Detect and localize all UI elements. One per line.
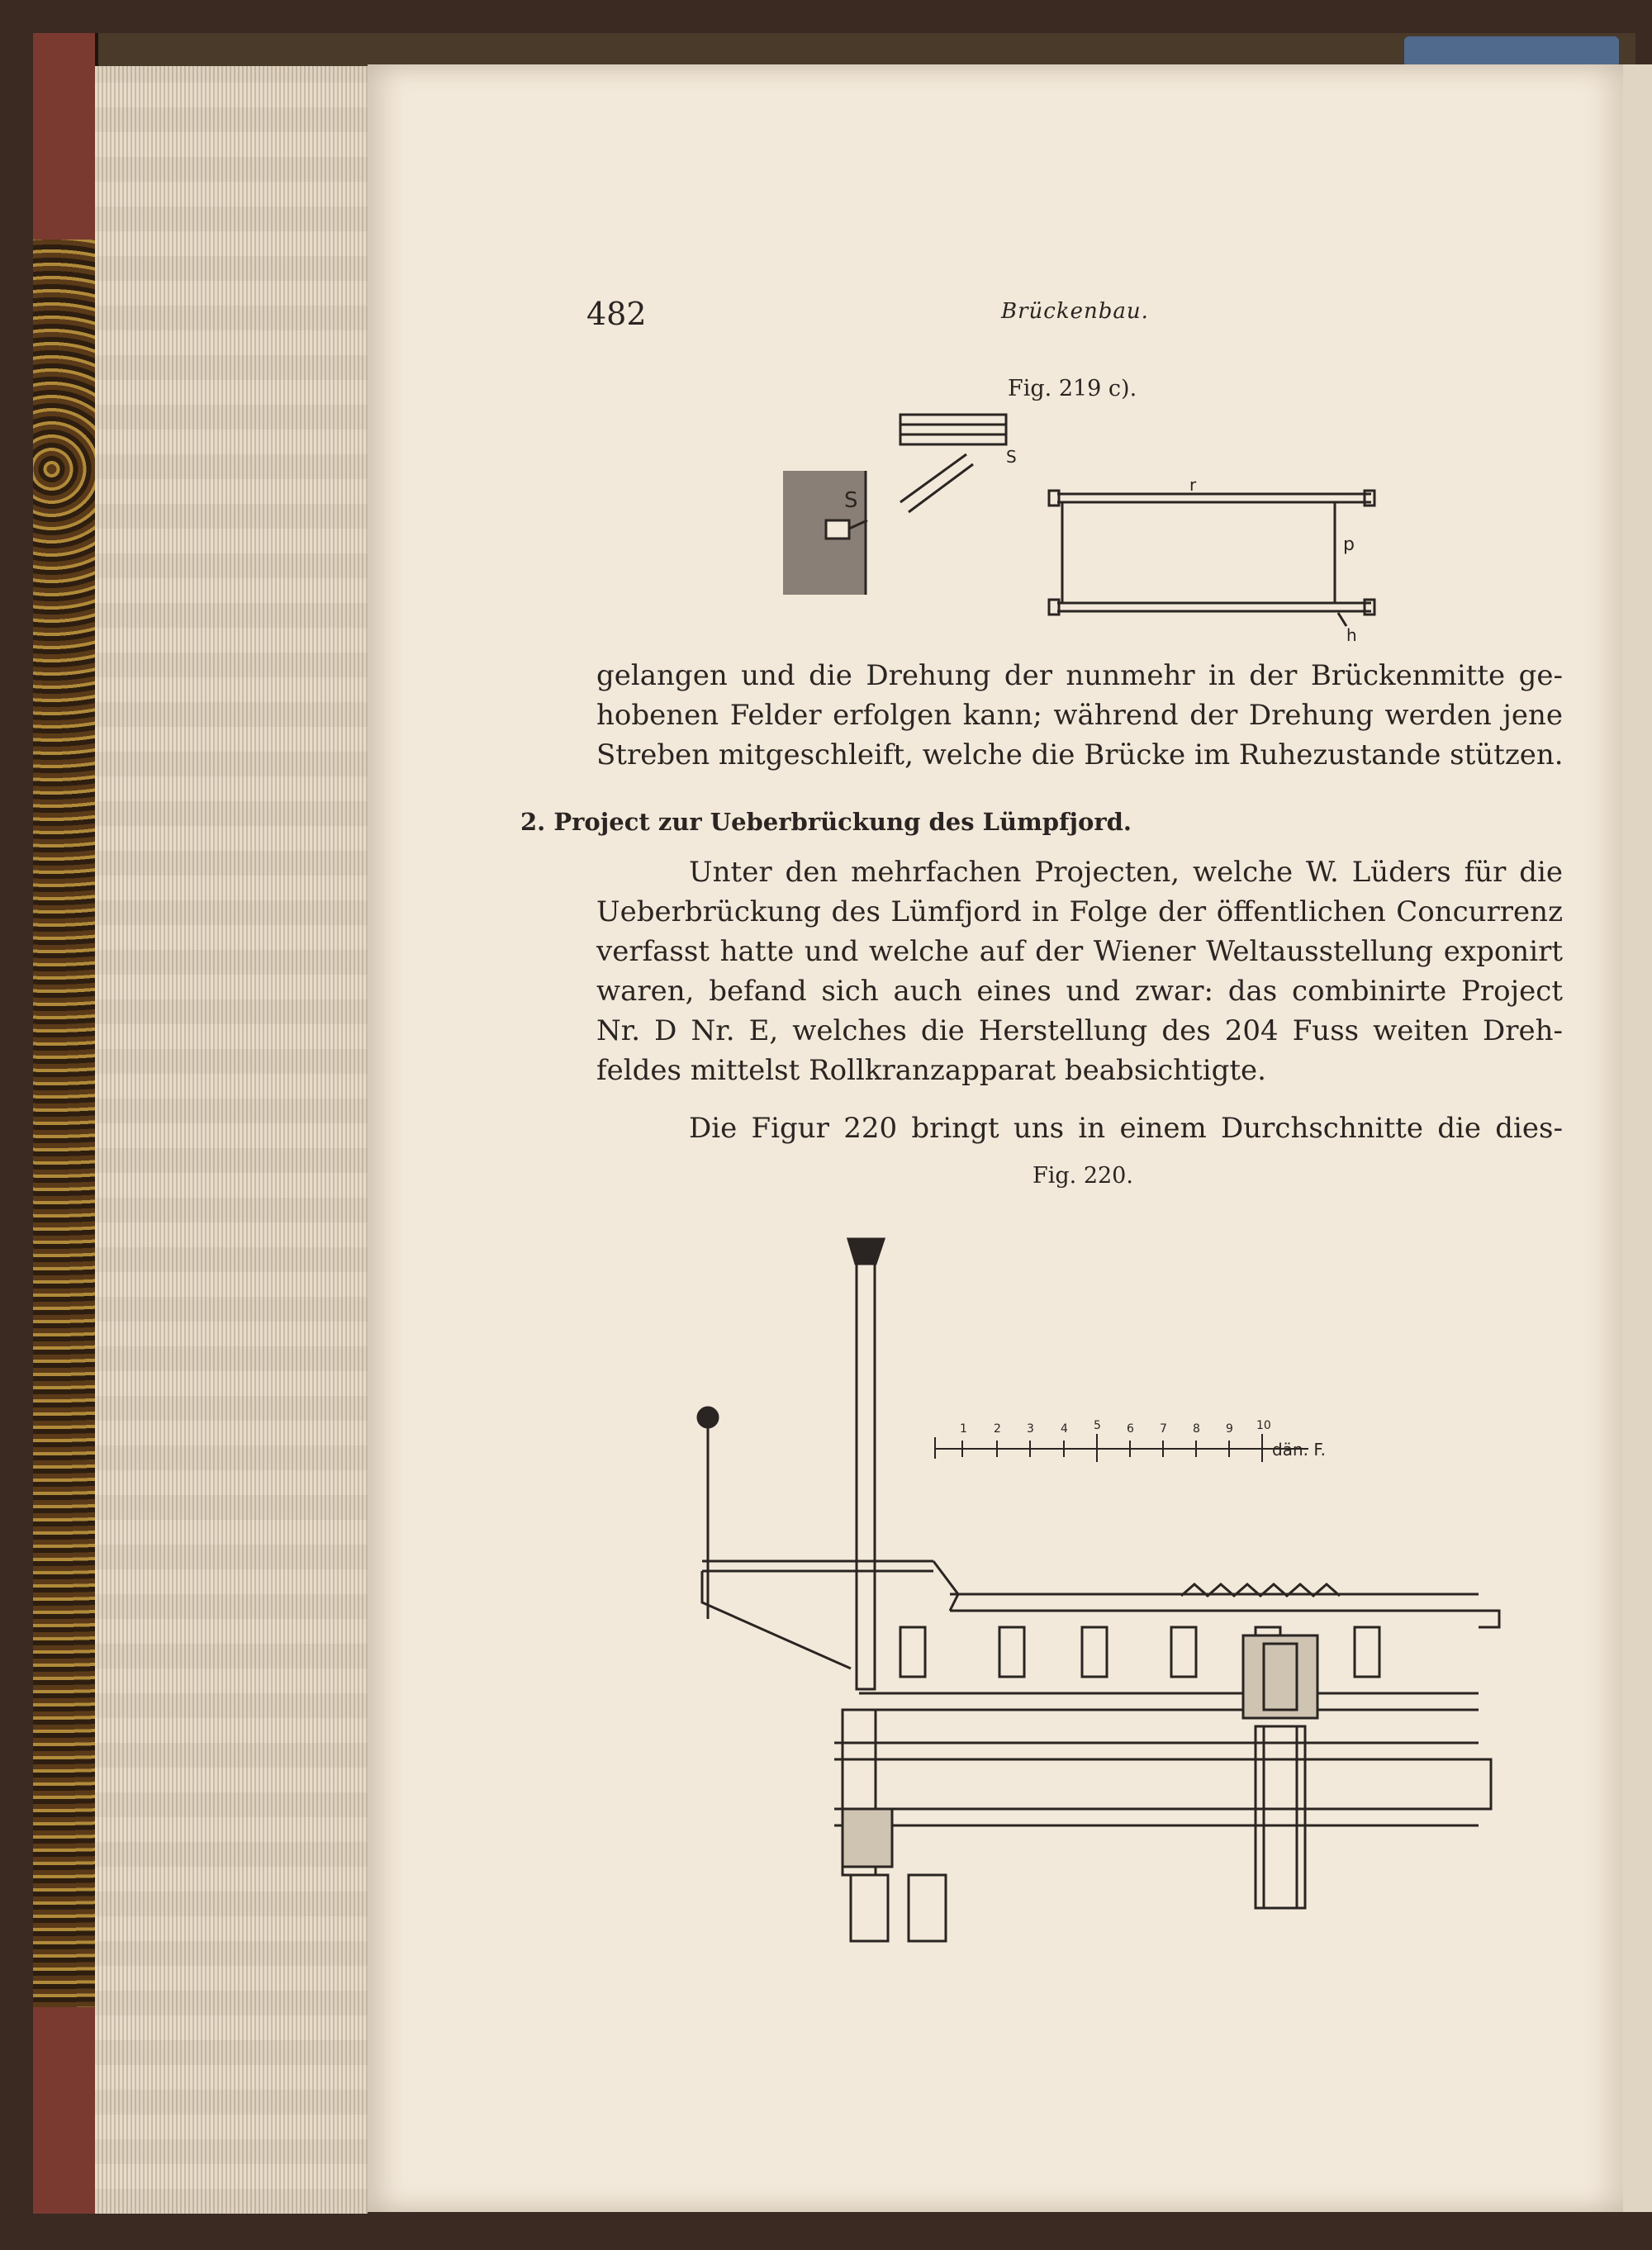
paragraph-1-line-1: gelangen und die Drehung der nunmehr in der Brückenmitte ge- bbox=[596, 659, 1563, 692]
figure-219-drawing bbox=[776, 405, 1404, 653]
scale-tick-10: 10 bbox=[1256, 1419, 1271, 1432]
scale-tick-1: 1 bbox=[960, 1422, 967, 1436]
page-edges bbox=[95, 66, 368, 2214]
fig219-label-h: h bbox=[1346, 625, 1357, 645]
scale-tick-9: 9 bbox=[1226, 1422, 1233, 1436]
figure-220-drawing bbox=[686, 1231, 1512, 1941]
fig219-label-p: p bbox=[1343, 534, 1355, 555]
paragraph-1-line-3: Streben mitgeschleift, welche die Brücke im Ruhezustande stützen. bbox=[596, 738, 1564, 771]
fig219-label-s-left: S bbox=[844, 488, 858, 513]
cover-corner-top bbox=[33, 33, 95, 240]
scale-tick-5: 5 bbox=[1094, 1419, 1101, 1432]
paragraph-2-line-3: verfasst hatte und welche auf der Wiener Weltausstellung exponirt bbox=[596, 935, 1563, 968]
scale-unit: dän. F. bbox=[1272, 1440, 1326, 1460]
scale-tick-7: 7 bbox=[1160, 1422, 1167, 1436]
scale-tick-3: 3 bbox=[1027, 1422, 1034, 1436]
book-cover-top bbox=[33, 33, 1635, 66]
section-heading: 2. Project zur Ueberbrückung des Lümpfjord. bbox=[520, 808, 1132, 836]
paragraph-3-line-1: Die Figur 220 bringt uns in einem Durchschnitte die dies- bbox=[689, 1112, 1563, 1145]
figure-219-caption: Fig. 219 c). bbox=[1008, 376, 1137, 401]
paragraph-1-line-2: hobenen Felder erfolgen kann; während der Drehung werden jene bbox=[596, 699, 1563, 732]
paragraph-2-line-6: feldes mittelst Rollkranzapparat beabsichtigte. bbox=[596, 1054, 1266, 1087]
page-number: 482 bbox=[586, 296, 647, 332]
facing-page-edge bbox=[1623, 64, 1652, 2212]
paragraph-2-line-1: Unter den mehrfachen Projecten, welche W. Lüders für die bbox=[689, 856, 1563, 889]
scale-bar bbox=[932, 1412, 1326, 1470]
paragraph-2-line-2: Ueberbrückung des Lümfjord in Folge der öffentlichen Concurrenz bbox=[596, 895, 1563, 928]
paragraph-2-line-4: waren, befand sich auch eines und zwar: das combinirte Project bbox=[596, 975, 1563, 1008]
fig219-label-s-top: S bbox=[1006, 447, 1017, 467]
marbled-cover bbox=[33, 33, 98, 2214]
paragraph-2-line-5: Nr. D Nr. E, welches die Herstellung des 204 Fuss weiten Dreh- bbox=[596, 1014, 1563, 1047]
fig219-label-r: r bbox=[1189, 475, 1197, 495]
scale-tick-8: 8 bbox=[1193, 1422, 1200, 1436]
scale-tick-2: 2 bbox=[994, 1422, 1001, 1436]
figure-220-caption: Fig. 220. bbox=[1032, 1163, 1133, 1189]
running-head: Brückenbau. bbox=[1001, 299, 1149, 324]
cover-corner-bottom bbox=[33, 2007, 95, 2214]
scale-tick-6: 6 bbox=[1127, 1422, 1134, 1436]
scale-tick-4: 4 bbox=[1061, 1422, 1068, 1436]
